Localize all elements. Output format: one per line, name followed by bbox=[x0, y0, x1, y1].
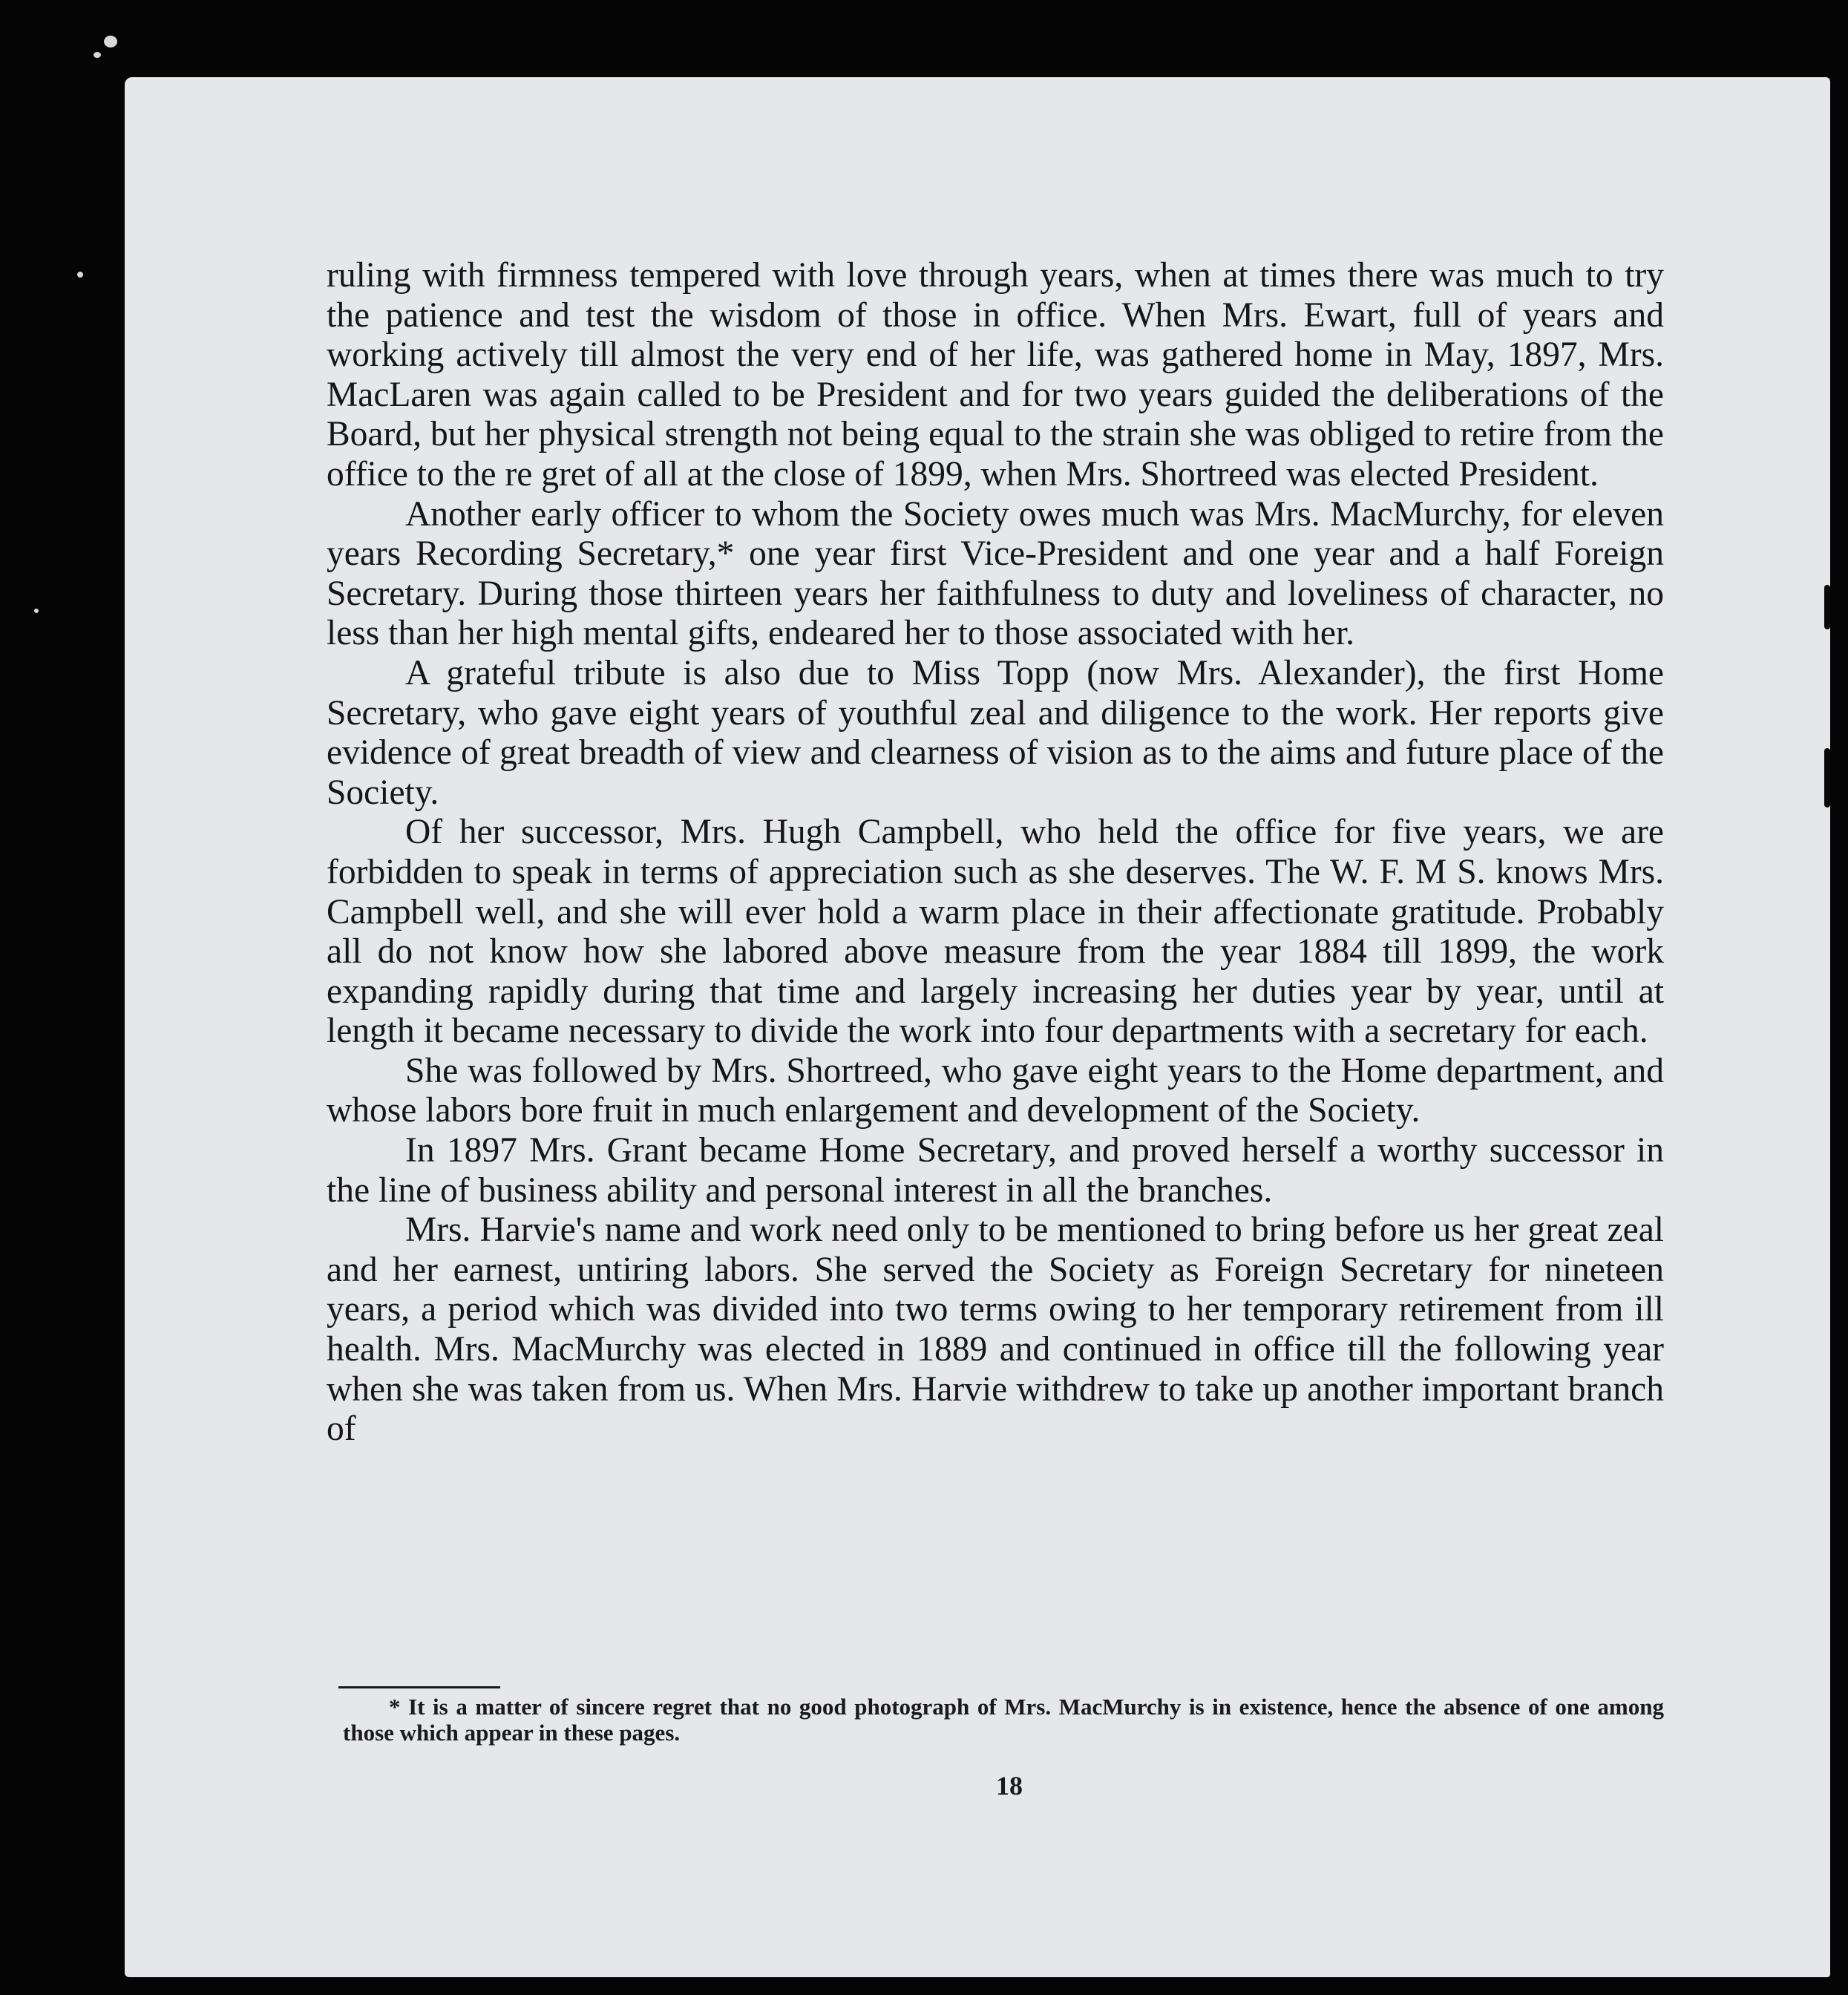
paragraph: A grateful tribute is also due to Miss Topp (now Mrs. Alexander), the first Home Secretary, who gave eight years of youthful zeal and diligence to the work. Her reports give evidence of great breadth of view and clearness of vision as to the aims and future place of the Society. bbox=[327, 653, 1664, 812]
paragraph: Of her successor, Mrs. Hugh Campbell, who held the office for five years, we are forbidden to speak in terms of appreciation such as she deserves. The W. F. M S. knows Mrs. Campbell well, and she will ever hold a warm place in their affectionate gratitude. Probably all do not know how she labored above measure from the year 1884 till 1899, the work expanding rapidly during that time and largely increasing her duties year by year, until at length it became necessary to divide the work into four departments with a secretary for each. bbox=[327, 813, 1664, 1051]
paragraph: ruling with firmness tempered with love through years, when at times there was much to try the patience and test the wisdom of those in office. When Mrs. Ewart, full of years and working actively till almost the very end of her life, was gathered home in May, 1897, Mrs. MacLaren was again called to be President and for two years guided the deliberations of the Board, but her physical strength not being equal to the strain she was obliged to retire from the office to the re gret of all at the close of 1899, when Mrs. Shortreed was elected President. bbox=[327, 256, 1664, 494]
paragraph: In 1897 Mrs. Grant became Home Secretary, and proved herself a worthy successor in the line of business ability and personal interest in all the branches. bbox=[327, 1131, 1664, 1210]
dust-speck bbox=[77, 272, 83, 278]
scan-edge-mark bbox=[1824, 748, 1830, 808]
scan-edge-mark bbox=[1824, 585, 1830, 629]
paragraph: She was followed by Mrs. Shortreed, who gave eight years to the Home department, and whose labors bore fruit in much enlargement and development of the Society. bbox=[327, 1051, 1664, 1130]
body-text bbox=[327, 256, 1664, 1449]
footnote: * It is a matter of sincere regret that no good photograph of Mrs. MacMurchy is in existence, hence the absence of one among those which appear in these pages. bbox=[343, 1694, 1664, 1746]
page-number: 18 bbox=[996, 1771, 1023, 1801]
paragraph: Mrs. Harvie's name and work need only to be mentioned to bring before us her great zeal and her earnest, untiring labors. She served the Society as Foreign Secretary for nineteen years, a period which was divided into two terms owing to her temporary retirement from ill health. Mrs. MacMurchy was elected in 1889 and continued in office till the following year when she was taken from us. When Mrs. Harvie withdrew to take up another important branch of bbox=[327, 1211, 1664, 1449]
footnote-divider bbox=[338, 1686, 500, 1688]
dust-speck bbox=[104, 36, 117, 48]
dust-speck bbox=[94, 52, 101, 58]
dust-speck bbox=[34, 609, 39, 613]
paragraph: Another early officer to whom the Society owes much was Mrs. MacMurchy, for eleven years Recording Secretary,* one year first Vice-President and one year and a half Foreign Secretary. During those thirteen years her faithfulness to duty and loveliness of character, no less than her high mental gifts, endeared her to those associated with her. bbox=[327, 494, 1664, 653]
